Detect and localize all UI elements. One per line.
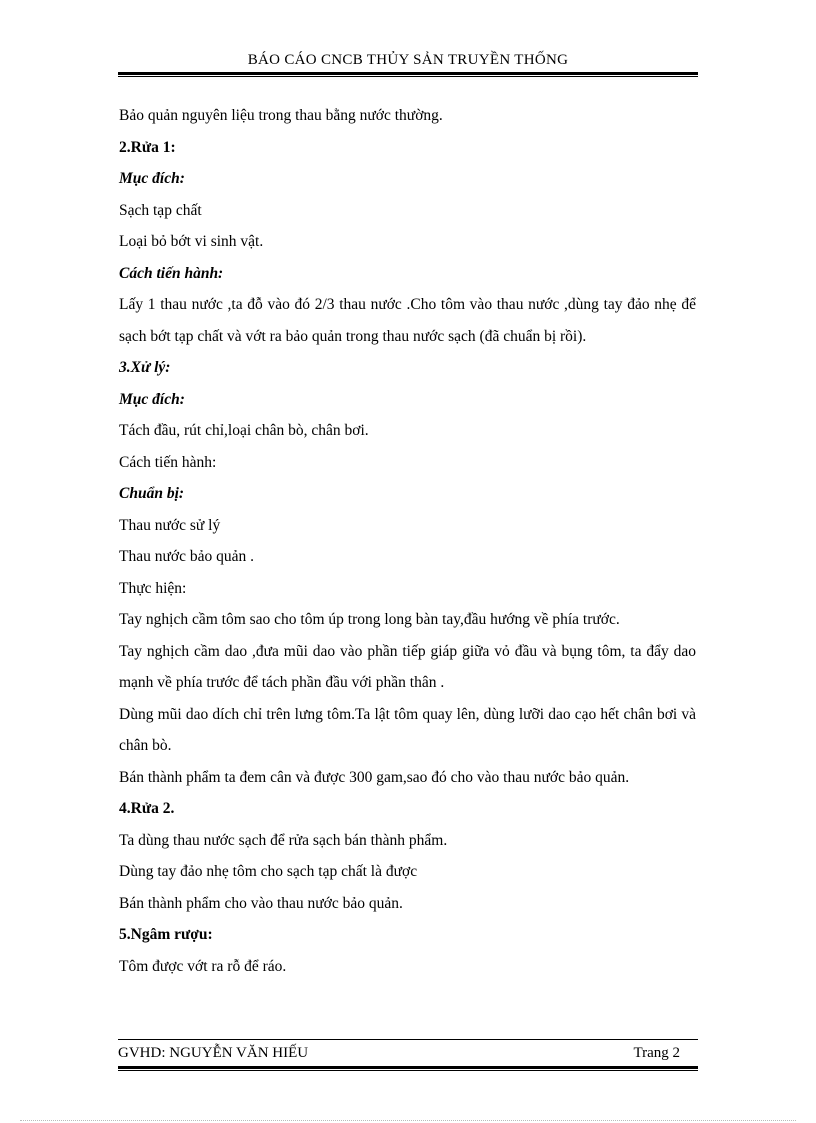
- paragraph: Bán thành phẩm cho vào thau nước bảo quản.: [119, 894, 403, 912]
- paragraph: Bán thành phẩm ta đem cân và được 300 gam,sao đó cho vào thau nước bảo quản.: [119, 768, 630, 786]
- header-title: BÁO CÁO CNCB THỦY SẢN TRUYỀN THỐNG: [247, 52, 569, 68]
- subsection-heading: 3.Xử lý:: [119, 359, 171, 376]
- section-heading: 5.Ngâm rượu:: [119, 926, 213, 943]
- paragraph: Tay nghịch cầm dao ,đưa mũi dao vào phần tiếp giáp giữa vỏ đầu và bụng tôm, ta đẩy dao mạnh về phía trước để tách phần đầu với phần thân .: [119, 642, 696, 691]
- subsection-heading: Mục đích:: [119, 390, 185, 408]
- subsection-heading: Cách tiến hành:: [119, 264, 224, 282]
- paragraph: Tay nghịch cầm tôm sao cho tôm úp trong long bàn tay,đầu hướng về phía trước.: [119, 611, 620, 628]
- paragraph: Sạch tạp chất: [119, 201, 202, 219]
- paragraph: Bảo quản nguyên liệu trong thau bằng nước thường.: [119, 107, 443, 124]
- paragraph: Cách tiến hành:: [119, 453, 217, 471]
- footer-instructor: GVHD: NGUYỄN VĂN HIẾU: [118, 1045, 309, 1061]
- subsection-heading: Chuẩn bị:: [119, 485, 185, 502]
- paragraph: Lấy 1 thau nước ,ta đỗ vào đó 2/3 thau nước .Cho tôm vào thau nước ,dùng tay đảo nhẹ để sạch bớt tạp chất và vớt ra bảo quản trong thau nước sạch (đã chuẩn bị rồi).: [119, 296, 696, 345]
- paragraph: Dùng mũi dao dích chỉ trên lưng tôm.Ta lật tôm quay lên, dùng lưỡi dao cạo hết chân bơi và chân bò.: [119, 705, 696, 754]
- paragraph: Dùng tay đảo nhẹ tôm cho sạch tạp chất là được: [119, 863, 418, 880]
- paragraph: Loại bỏ bớt vi sinh vật.: [119, 233, 264, 250]
- footer-rule-bottom: [118, 1066, 698, 1071]
- paragraph: Thực hiện:: [119, 579, 187, 597]
- paragraph: Thau nước bảo quản .: [119, 548, 254, 565]
- paragraph: Thau nước sử lý: [119, 516, 221, 534]
- section-heading: 2.Rửa 1:: [119, 138, 176, 156]
- paragraph: Tách đầu, rút chỉ,loại chân bò, chân bơi.: [119, 422, 369, 439]
- subsection-heading: Mục đích:: [119, 170, 185, 187]
- document-body: [119, 100, 696, 982]
- page-edge-divider: [20, 1120, 796, 1121]
- paragraph: Tôm được vớt ra rỗ để ráo.: [119, 957, 287, 975]
- paragraph: Ta dùng thau nước sạch để rửa sạch bán thành phẩm.: [119, 831, 448, 849]
- footer-page-number: Trang 2: [633, 1045, 680, 1061]
- header-rule: [118, 72, 698, 77]
- section-heading: 4.Rửa 2.: [119, 800, 175, 817]
- footer-rule-top: [118, 1038, 698, 1040]
